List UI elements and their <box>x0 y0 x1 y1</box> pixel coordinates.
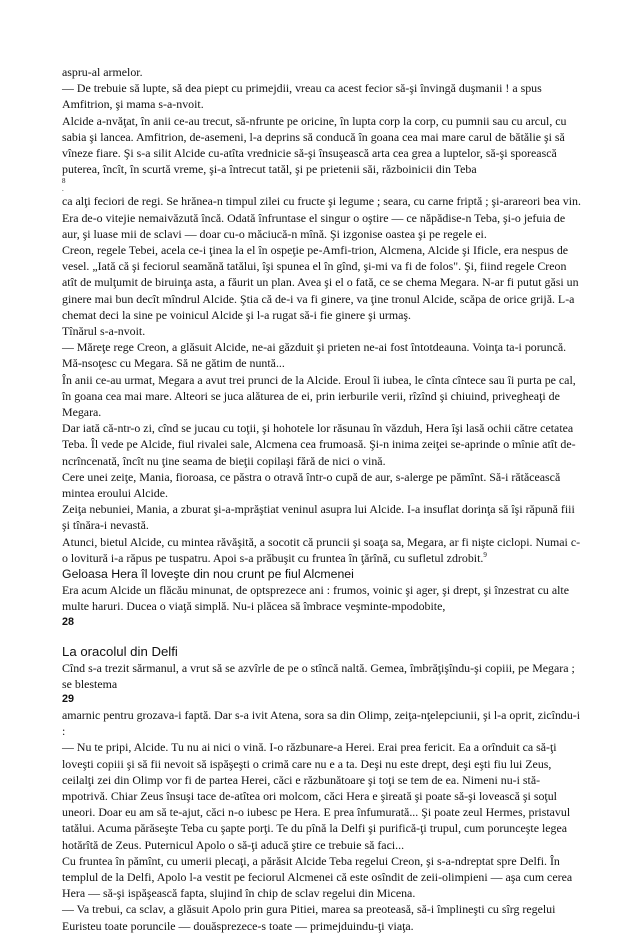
paragraph: Cere unei zeiţe, Mania, fioroasa, ce păstra o otravă într-o cupă de aur, s-alerge pe pămînt. Să-i rătăcească mintea eroului Alcide. <box>62 469 561 501</box>
paragraph: — Nu te pripi, Alcide. Tu nu ai nici o vină. I-o răzbunare-a Herei. Erai prea fericit. Ea a orînduit ca să-ţi loveşti copiii şi să fii nevoit să ispăşeşti o crimă care nu e a ta. Deşi nu este drept, deşi eşti fiu lui Zeus, ceilalţi zei din Olimp vor fi de partea Herei, căci e răzbunătoare şi toţi se tem de ea. Nimeni nu-i stă-mpotrivă. Chiar Zeus însuşi tace de-atîtea ori molcom, căci Hera e şireată şi poate să-şi lovească şi soţul uneori. Doar eu am să te-ajut, căci n-o iubesc pe Hera. E prea înfumurată... Şi poate zeul Hermes, pristavul tatălui. Acuma părăseşte Teba cu şapte porţi. Te du pînă la Delfi şi purifică-ţi trupul, cum porunceşte legea hotărîtă de Zeus. Puternicul Apolo o să-ţi aducă ştire ce trebuie să faci... <box>62 740 571 852</box>
paragraph: — Măreţe rege Creon, a glăsuit Alcide, ne-ai găzduit şi prieten ne-ai fost întotdeauna. Voinţa ta-i poruncă. Mă-nsoţesc cu Megara. Să ne gătim de nuntă... <box>62 340 567 371</box>
paragraph: Dar iată că-ntr-o zi, cînd se jucau cu toţii, şi hohotele lor răsunau în văzduh, Hera îşi lasă ochii către cetatea Teba. Îl vede pe Alcide, fiul rivalei sale, Alcmena cea frumoasă. Şi-n inima zeiţei se-aprinde o mînie atît de-ncrîncenată, încît nu ţine seama de bieţii copilaşi fără de nici o vină. <box>62 421 576 468</box>
paragraph: amarnic pentru grozava-i faptă. Dar s-a ivit Atena, sora sa din Olimp, zeiţa-nţelepciunii, şi l-a oprit, zicîndu-i : <box>62 707 581 739</box>
section-heading: La oracolul din Delfi <box>62 643 178 659</box>
page-number: 28 <box>62 615 75 628</box>
footnote-marker: 8 <box>62 177 66 186</box>
paragraph: — De trebuie să lupte, să dea piept cu primejdii, vreau ca acest fecior să-şi învingă duşmanii ! a spus Amfitrion, şi mama s-a-nvoit. <box>62 81 542 112</box>
paragraph: Zeiţa nebuniei, Mania, a zburat şi-a-mprăştiat veninul asupra lui Alcide. I-a insuflat dorinţa să îşi răpună fiii şi tînăra-i nevastă. <box>62 502 575 533</box>
paragraph <box>62 534 582 566</box>
paragraph: aspru-al armelor. <box>62 65 143 79</box>
paragraph: Alcide a-nvăţat, în anii ce-au trecut, să-nfrunte pe oricine, în lupta corp la corp, cu pumnii sau cu arcul, cu sabia şi lancea. Amfitrion, de-asemeni, l-a deprins să conducă în goana cea mai mare carul de bătălie şi să vîneze fiare. Şi s-a silit Alcide cu-atîta vrednicie să-şi însuşească arta cea grea a luptelor, să-şi sporească puterea, încît, în scurtă vreme, şi-a întrecut tatăl, şi pe prietenii săi, războinicii din Teba <box>62 113 567 177</box>
section-heading: Geloasa Hera îl loveşte din nou crunt pe fiul Alcmenei <box>62 567 354 582</box>
footnote-dot: . <box>62 185 64 194</box>
paragraph: ca alţi feciori de regi. Se hrănea-n timpul zilei cu fructe şi legume ; seara, cu carne friptă ; şi-arareori bea vin. Era de-o vitejie nemaivăzută încă. Odată înfruntase el singur o oştire — ce năpădise-n Teba, şi-o jefuia de aur, şi luase mii de sclavi — doar cu-o măciucă-n mînă. Şi izgonise oastea şi pe regele ei. <box>62 194 581 241</box>
paragraph: Cînd s-a trezit sărmanul, a vrut să se azvîrle de pe o stîncă naltă. Gemea, îmbrăţişîndu-şi copiii, pe Megara ; se blestema <box>62 660 575 691</box>
footnote-ref: 9 <box>483 550 487 559</box>
paragraph: — Va trebui, ca sclav, a glăsuit Apolo prin gura Pitiei, marea sa preoteasă, să-i împlineşti cu sîrg regelui Euristeu toate poruncile — douăsprezece-s toate — primejduindu-ţi viaţa. <box>62 902 556 933</box>
text-body <box>62 64 582 934</box>
paragraph: Era acum Alcide un flăcău minunat, de optsprezece ani : frumos, voinic şi ager, şi drept, şi înzestrat cu alte multe haruri. Ducea o viaţă simplă. Nu-i plăcea să îmbrace veşminte-mpodobite, <box>62 583 570 614</box>
paragraph: În anii ce-au urmat, Megara a avut trei prunci de la Alcide. Eroul îi iubea, le cînta cîntece sau îi purta pe cal, în goana cea mai mare. Alteori se juca alăturea de ei, prin ierburile verii, rîzînd şi chiuind, privegheaţi de Megara. <box>62 372 576 420</box>
paragraph: Cu fruntea în pămînt, cu umerii plecaţi, a părăsit Alcide Teba regelui Creon, şi s-a-ndreptat spre Delfi. În templul de la Delfi, Apolo l-a vestit pe feciorul Alcmenei că este osîndit de zeii-olimpieni — aşa cum cerea Hera — să-şi ispăşească fapta, slujind în chip de sclav regelui din Micena. <box>62 853 573 901</box>
paragraph: Tînărul s-a-nvoit. <box>62 324 146 339</box>
paragraph: Creon, regele Tebei, acela ce-i ţinea la el în ospeţie pe-Amfi-trion, Alcmena, Alcide şi Ificle, era nespus de vesel. „Iată că şi feciorul seamănă tatălui, îşi spunea el în gînd, şi-mi va fi de folos". Şi, fiind regele Creon atît de mulţumit de biruinţa asta, a făurit un plan. Avea şi el o fată, ce se chema Megara. N-ar fi putut găsi un ginere mai bun decît mîndrul Alcide. Ştia că de-i va fi ginere, va ţine tronul Alcide, scăpa de orice grijă. L-a chemat deci la sine pe voinicul Alcide şi l-a rugat să-i fie ginere şi urmaş. <box>62 243 579 322</box>
page-number: 29 <box>62 692 75 705</box>
paragraph-text: Atunci, bietul Alcide, cu mintea răvăşită, a socotit că pruncii şi soaţa sa, Megara, ar fi nişte ciclopi. Numai c-o lovitură i-a răpus pe tuspatru. Apoi s-a prăbuşit cu fruntea în ţărînă, cu sufletul zdrobit. <box>62 534 581 565</box>
